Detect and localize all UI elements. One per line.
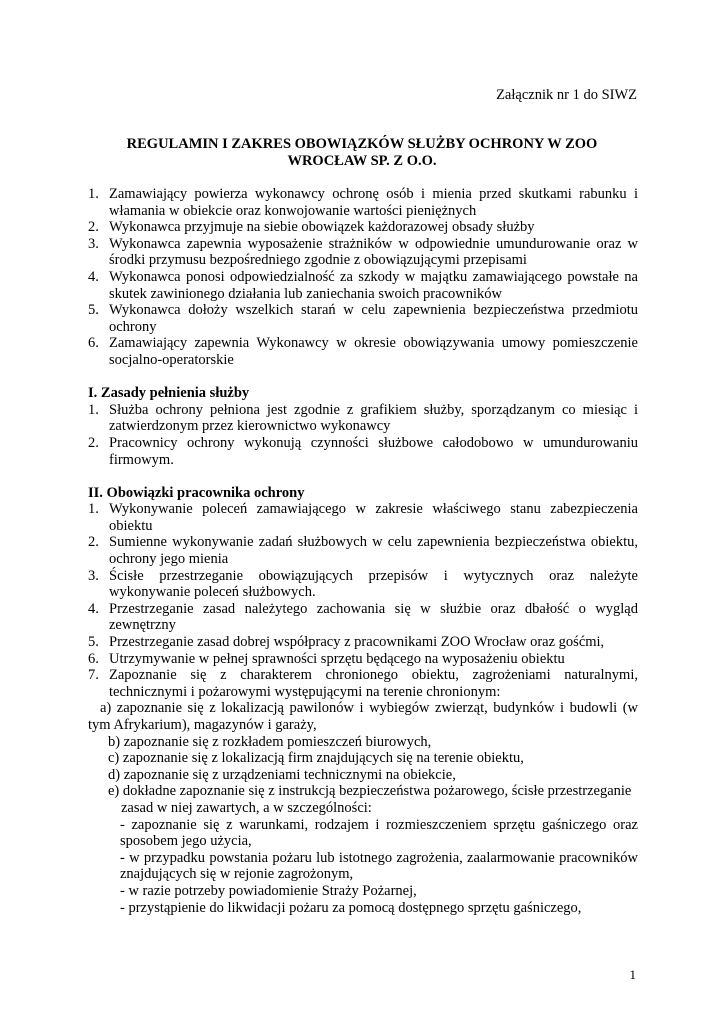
list-item [88,568,638,601]
item-text: Służba ochrony pełniona jest zgodnie z grafikiem służby, sporządzanym co miesiąc i zatwierdzonym przez kierownictwo wykonawcy [109,401,638,435]
annex-label: Załącznik nr 1 do SIWZ [496,87,637,103]
title-line-2: WROCŁAW SP. Z O.O. [287,153,437,169]
intro-list [88,186,638,369]
list-item [88,651,638,668]
sub-item-d: d) zapoznanie się z urządzeniami technicznymi na obiekcie, [108,766,456,783]
sub-item-c: c) zapoznanie się z lokalizacją firm znajdujących się na terenie obiektu, [108,750,524,767]
list-item [88,501,638,534]
sub-item-b: b) zapoznanie się z rozkładem pomieszczeń biurowych, [108,733,432,750]
list-item [88,269,638,302]
sub-item-e-continuation: zasad w niej zawartych, a w szczególności: [121,799,372,816]
dash-item: - w przypadku powstania pożaru lub istotnego zagrożenia, zaalarmowanie pracowników znajdujących się w rejonie zagrożonym, [120,849,638,883]
document-body [88,186,638,916]
dash-item: - w razie potrzeby powiadomienie Straży Pożarnej, [120,882,417,899]
list-item [88,402,638,435]
item-text: Pracownicy ochrony wykonują czynności służbowe całodobowo w umundurowaniu firmowym. [109,434,638,468]
item-text: Przestrzeganie zasad dobrej współpracy z pracownikami ZOO Wrocław oraz gośćmi, [109,634,605,651]
item-number: 2. [88,219,99,236]
item-text: Zapoznanie się z charakterem chronionego obiektu, zagrożeniami naturalnymi, technicznymi i pożarowymi występującymi na terenie chronionym: [109,667,638,700]
item-text: Wykonawca przyjmuje na siebie obowiązek każdorazowej obsady służby [109,219,535,236]
item-text: Utrzymywanie w pełnej sprawności sprzętu będącego na wyposażeniu obiektu [109,650,565,667]
dash-item: - przystąpienie do likwidacji pożaru za pomocą dostępnego sprzętu gaśniczego, [120,899,582,916]
item-text: Przestrzeganie zasad należytego zachowania się w służbie oraz dbałość o wygląd zewnętrzny [109,600,638,634]
list-item [88,335,638,368]
sub-item-e: e) dokładne zapoznanie się z instrukcją bezpieczeństwa pożarowego, ścisłe przestrzeganie [108,783,632,800]
item-number: 4. [88,268,99,285]
sub-item-a: a) zapoznanie się z lokalizacją pawilonów i wybiegów zwierząt, budynków i budowli (w tym Afrykarium), magazynów i garaży, [88,700,638,733]
item-number: 6. [88,335,99,352]
item-number: 1. [88,186,99,202]
item-text: Sumienne wykonywanie zadań służbowych w celu zapewnienia bezpieczeństwa obiektu, ochrony jego mienia [109,534,638,568]
list-item [88,601,638,634]
list-item [88,302,638,335]
item-text: Ścisłe przestrzeganie obowiązujących przepisów i wytycznych oraz należyte wykonywanie poleceń służbowych. [109,567,638,601]
document-title [88,136,636,170]
item-number: 1. [88,501,99,518]
item-number: 6. [88,650,99,667]
list-item [88,534,638,567]
section-1-heading: I. Zasady pełnienia służby [88,385,250,402]
item-number: 5. [88,634,99,651]
item-number: 2. [88,534,99,551]
item-number: 2. [88,434,99,451]
item-text: Zamawiający zapewnia Wykonawcy w okresie obowiązywania umowy pomieszczenie socjalno-operatorskie [109,335,638,368]
item-text: Zamawiający powierza wykonawcy ochronę osób i mienia przed skutkami rabunku i włamania w obiekcie oraz konwojowanie wartości pieniężnych [109,186,638,219]
section-1-list [88,402,638,468]
item-number: 1. [88,401,99,418]
list-item [88,667,638,700]
dash-item: - zapoznanie się z warunkami, rodzajem i rozmieszczeniem sprzętu gaśniczego oraz sposobem jego użycia, [120,816,638,850]
item-number: 7. [88,667,99,684]
item-number: 5. [88,302,99,319]
item-number: 3. [88,235,99,252]
item-text: Wykonawca zapewnia wyposażenie strażników w odpowiednie umundurowanie oraz w środki przymusu bezpośredniego zgodnie z obowiązującymi przepisami [109,235,638,269]
item-text: Wykonywanie poleceń zamawiającego w zakresie właściwego stanu zabezpieczenia obiektu [109,501,638,534]
list-item [88,634,638,651]
list-item [88,435,638,468]
list-item [88,186,638,219]
list-item [88,236,638,269]
item-text: Wykonawca dołoży wszelkich starań w celu zapewnienia bezpieczeństwa przedmiotu ochrony [109,302,638,335]
item-number: 3. [88,567,99,584]
item-text: Wykonawca ponosi odpowiedzialność za szkody w majątku zamawiającego powstałe na skutek zawinionego działania lub zaniechania swoich pracowników [109,268,638,302]
page-number: 1 [629,967,636,982]
section-2-heading: II. Obowiązki pracownika ochrony [88,484,305,501]
section-2-list [88,501,638,700]
item-number: 4. [88,600,99,617]
list-item [88,219,638,236]
title-line-1: REGULAMIN I ZAKRES OBOWIĄZKÓW SŁUŻBY OCHRONY W ZOO [126,136,598,152]
